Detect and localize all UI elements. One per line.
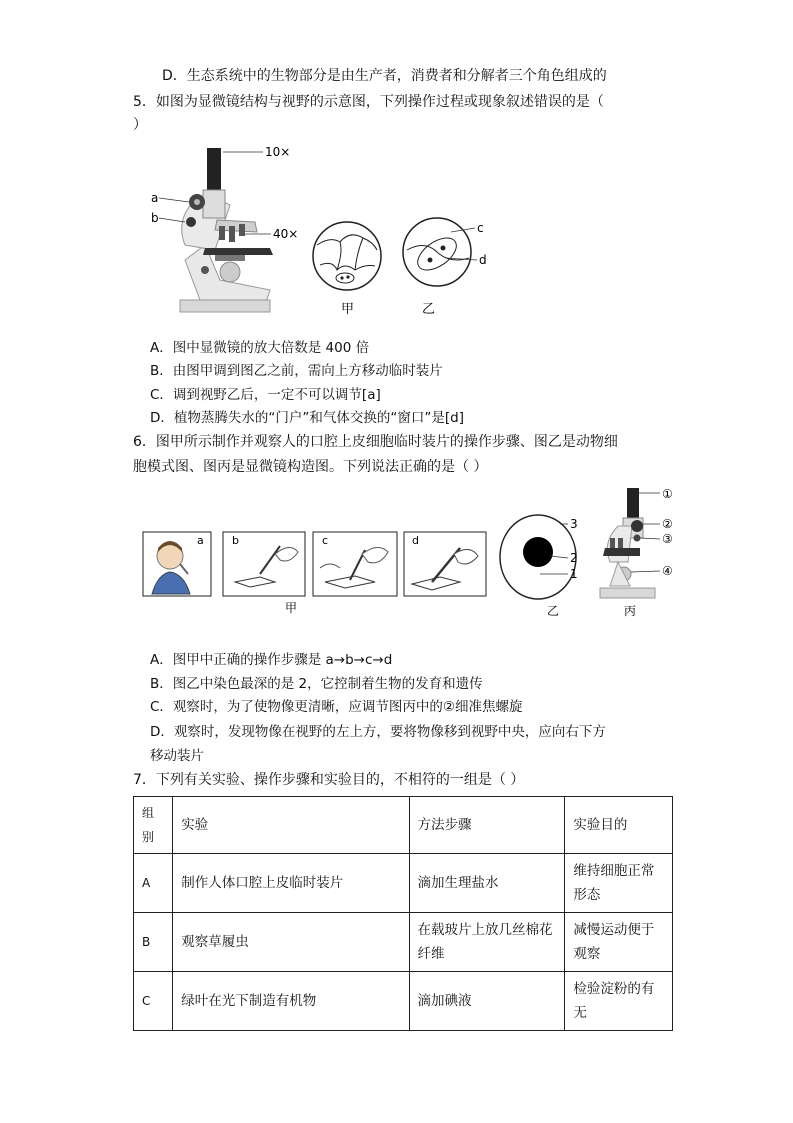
q5-option-d: D．植物蒸腾失水的“门户”和气体交换的“窗口”是[d] bbox=[150, 410, 464, 426]
header-group: 组别 bbox=[134, 797, 173, 854]
q6-step-c: c bbox=[322, 534, 329, 547]
cell-method: 滴加碘液 bbox=[409, 972, 565, 1031]
q5-label-c: c bbox=[477, 221, 484, 235]
cell-purpose: 检验淀粉的有无 bbox=[565, 972, 673, 1031]
q6-stem-line1: 6．图甲所示制作并观察人的口腔上皮细胞临时装片的操作步骤、图乙是动物细 bbox=[133, 434, 618, 450]
q6-mic-label-1: ① bbox=[662, 487, 673, 501]
q5-option-c: C．调到视野乙后，一定不可以调节[a] bbox=[150, 387, 381, 403]
table-header-row bbox=[134, 797, 673, 854]
q4-option-d: D．生态系统中的生物部分是由生产者，消费者和分解者三个角色组成的 bbox=[162, 68, 607, 84]
q5-stem-line2: ） bbox=[133, 117, 147, 133]
q6-cell-label-1: 1 bbox=[570, 567, 578, 581]
q6-step-b: b bbox=[232, 534, 239, 547]
q6-caption-yi: 乙 bbox=[547, 604, 560, 618]
q6-option-d-line2: 移动装片 bbox=[150, 748, 204, 764]
animal-cell-diagram bbox=[500, 515, 576, 599]
cell-method: 在载玻片上放几丝棉花纤维 bbox=[409, 913, 565, 972]
q5-label-10x: 10× bbox=[265, 145, 291, 159]
q5-label-40x: 40× bbox=[273, 227, 299, 241]
field-of-view-yi bbox=[403, 218, 471, 286]
q6-option-d-line1: D．观察时，发现物像在视野的左上方，要将物像移到视野中央，应向右下方 bbox=[150, 724, 606, 740]
q5-caption-yi: 乙 bbox=[422, 302, 436, 317]
q5-figure bbox=[145, 140, 505, 325]
q6-option-c: C．观察时，为了使物像更清晰，应调节图丙中的②细准焦螺旋 bbox=[150, 699, 523, 715]
cell-method: 滴加生理盐水 bbox=[409, 854, 565, 913]
cell-experiment: 绿叶在光下制造有机物 bbox=[173, 972, 409, 1031]
q6-caption-jia: 甲 bbox=[285, 601, 298, 615]
header-purpose: 实验目的 bbox=[565, 797, 673, 854]
q5-label-a: a bbox=[151, 191, 159, 205]
table-row bbox=[134, 854, 673, 913]
q5-stem-line1: 5．如图为显微镜结构与视野的示意图，下列操作过程或现象叙述错误的是（ bbox=[133, 94, 604, 110]
cell-group: A bbox=[134, 854, 173, 913]
q6-mic-label-3: ③ bbox=[662, 532, 673, 546]
q6-cell-label-3: 3 bbox=[570, 517, 578, 531]
q5-label-b: b bbox=[151, 211, 159, 225]
cell-purpose: 减慢运动便于观察 bbox=[565, 913, 673, 972]
cell-experiment: 观察草履虫 bbox=[173, 913, 409, 972]
q6-option-a: A．图甲中正确的操作步骤是 a→b→c→d bbox=[150, 652, 393, 668]
q6-option-b: B．图乙中染色最深的是 2，它控制着生物的发育和遗传 bbox=[150, 676, 483, 692]
q6-mic-label-2: ② bbox=[662, 517, 673, 531]
cell-group: B bbox=[134, 913, 173, 972]
q6-step-a: a bbox=[197, 534, 204, 547]
header-method: 方法步骤 bbox=[409, 797, 565, 854]
q6-mic-label-4: ④ bbox=[662, 564, 673, 578]
q6-caption-bing: 丙 bbox=[624, 604, 637, 618]
q6-step-d: d bbox=[412, 534, 419, 547]
q5-label-d: d bbox=[479, 253, 487, 267]
q5-option-b: B．由图甲调到图乙之前，需向上方移动临时装片 bbox=[150, 363, 443, 379]
q7-stem: 7．下列有关实验、操作步骤和实验目的，不相符的一组是（ ） bbox=[133, 772, 525, 788]
header-experiment: 实验 bbox=[173, 797, 409, 854]
table-row bbox=[134, 913, 673, 972]
table-row bbox=[134, 972, 673, 1031]
q6-figure bbox=[140, 482, 685, 622]
q6-stem-line2: 胞模式图、图丙是显微镜构造图。下列说法正确的是（ ） bbox=[133, 459, 488, 475]
cell-group: C bbox=[134, 972, 173, 1031]
q5-option-a: A．图中显微镜的放大倍数是 400 倍 bbox=[150, 340, 370, 356]
microscope-small-illustration bbox=[600, 488, 655, 598]
cell-experiment: 制作人体口腔上皮临时装片 bbox=[173, 854, 409, 913]
q6-cell-label-2: 2 bbox=[570, 551, 578, 565]
q7-table bbox=[133, 796, 673, 1031]
field-of-view-jia bbox=[313, 222, 381, 290]
q5-caption-jia: 甲 bbox=[341, 302, 355, 317]
microscope-illustration bbox=[180, 148, 273, 312]
cell-purpose: 维持细胞正常形态 bbox=[565, 854, 673, 913]
